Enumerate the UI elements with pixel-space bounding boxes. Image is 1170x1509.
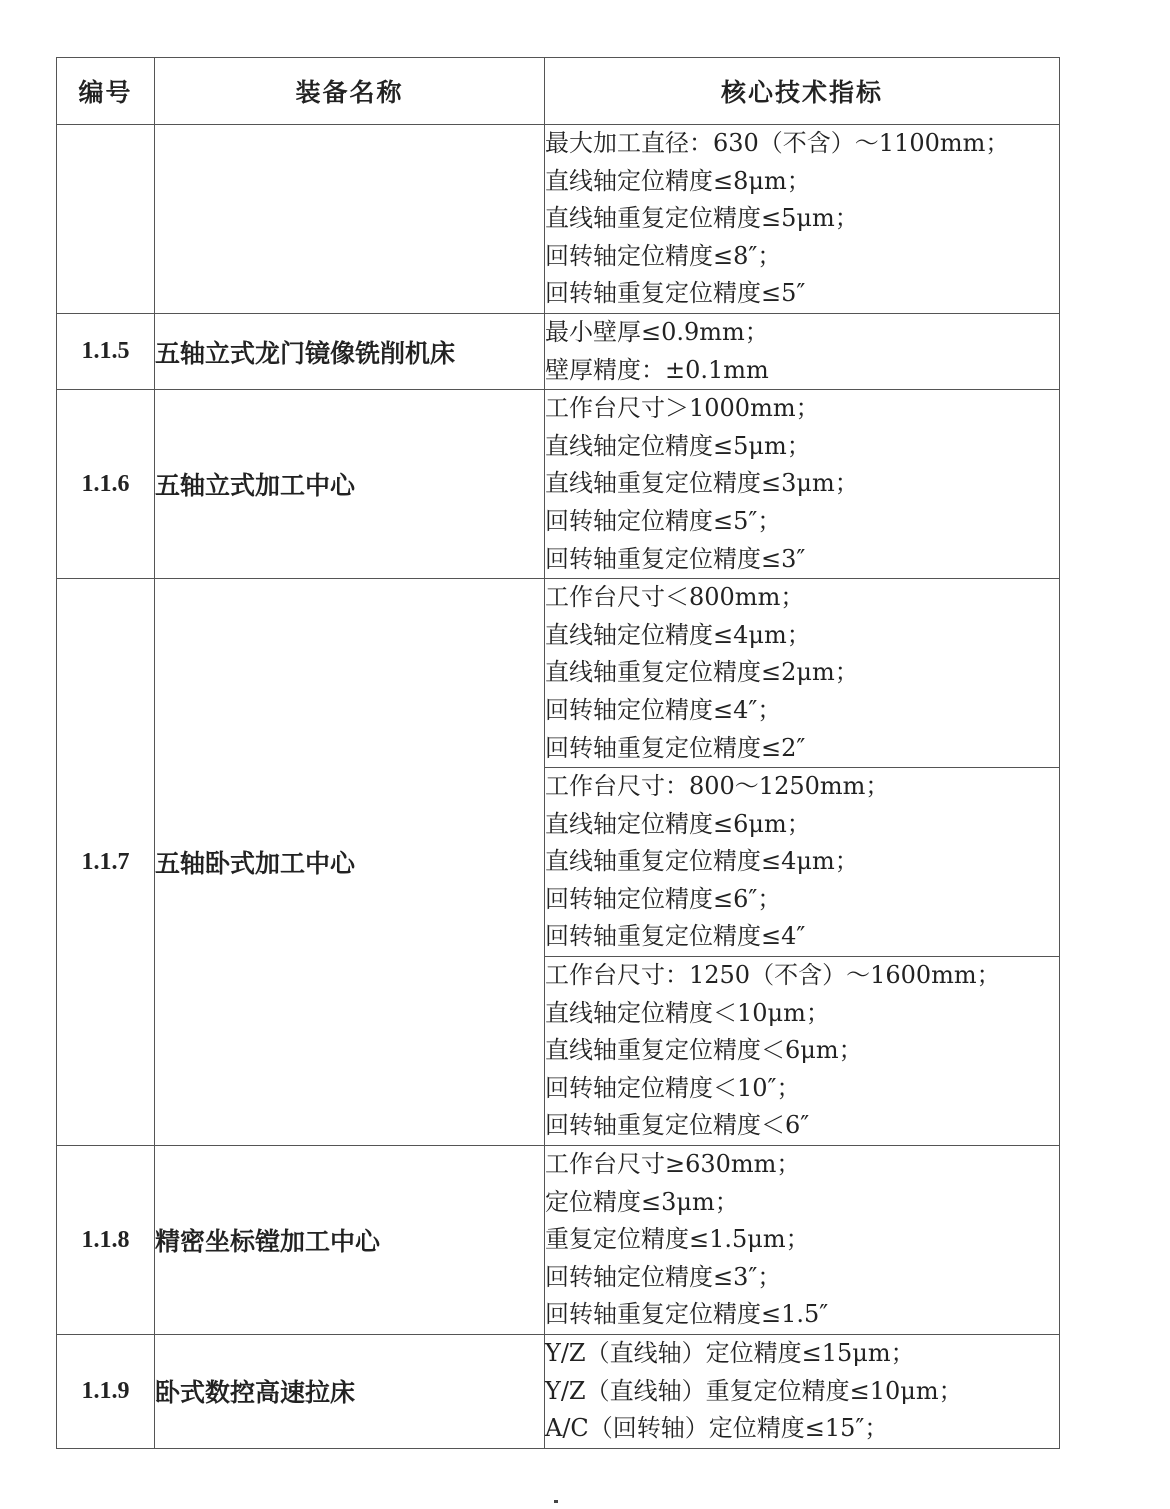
equipment-name (155, 125, 545, 314)
spec-line: 回转轴重复定位精度≤3″ (545, 544, 806, 573)
equipment-name: 五轴立式加工中心 (155, 390, 545, 579)
spec-line: 工作台尺寸≥630mm； (545, 1150, 801, 1179)
spec-line: 回转轴重复定位精度≤1.5″ (545, 1300, 829, 1329)
header-number: 编号 (57, 58, 155, 125)
page-mark (554, 1500, 558, 1503)
equipment-number: 1.1.5 (57, 313, 155, 389)
table-row (57, 125, 1060, 314)
equipment-number: 1.1.7 (57, 579, 155, 1146)
spec-line: 回转轴定位精度＜10″； (545, 1073, 801, 1102)
spec-line: 回转轴定位精度≤6″； (545, 884, 782, 913)
spec-line: 回转轴重复定位精度≤5″ (545, 279, 806, 308)
spec-line: 工作台尺寸：1250（不含）～1600mm； (545, 961, 1001, 990)
spec-cell (545, 957, 1060, 1146)
spec-cell (545, 390, 1060, 579)
spec-line: 直线轴定位精度＜10μm； (545, 998, 830, 1027)
spec-line: 重复定位精度≤1.5μm； (545, 1225, 810, 1254)
equipment-name: 精密坐标镗加工中心 (155, 1146, 545, 1335)
equipment-spec-table (56, 57, 1060, 1449)
spec-cell (545, 125, 1060, 314)
spec-line: 回转轴定位精度≤5″； (545, 506, 782, 535)
spec-line: 工作台尺寸＜800mm； (545, 583, 805, 612)
spec-line: 直线轴定位精度≤6μm； (545, 809, 811, 838)
spec-line: 直线轴重复定位精度≤5μm； (545, 204, 859, 233)
spec-cell (545, 579, 1060, 768)
spec-line: 最大加工直径：630（不含）～1100mm； (545, 129, 1010, 157)
table-body (57, 125, 1060, 1449)
table-row (57, 1335, 1060, 1449)
equipment-number: 1.1.6 (57, 390, 155, 579)
spec-line: Y/Z（直线轴）定位精度≤15μm； (545, 1339, 915, 1367)
equipment-number (57, 125, 155, 314)
spec-line: 回转轴重复定位精度≤4″ (545, 922, 806, 951)
spec-line: 最小壁厚≤0.9mm； (545, 317, 769, 346)
header-name: 装备名称 (155, 58, 545, 125)
spec-line: Y/Z（直线轴）重复定位精度≤10μm； (545, 1376, 963, 1405)
spec-line: 回转轴定位精度≤8″； (545, 241, 782, 270)
table-row (57, 313, 1060, 389)
spec-line: 工作台尺寸＞1000mm； (545, 394, 820, 423)
spec-line: 回转轴定位精度≤4″； (545, 695, 782, 724)
spec-line: 壁厚精度：±0.1mm (545, 355, 769, 384)
header-spec: 核心技术指标 (545, 58, 1060, 125)
spec-line: 直线轴重复定位精度＜6μm； (545, 1036, 863, 1065)
table-row (57, 1146, 1060, 1335)
spec-cell (545, 768, 1060, 957)
spec-line: 直线轴重复定位精度≤3μm； (545, 469, 859, 498)
spec-line: 定位精度≤3μm； (545, 1187, 739, 1216)
spec-line: A/C（回转轴）定位精度≤15″； (545, 1414, 889, 1443)
spec-line: 回转轴重复定位精度＜6″ (545, 1111, 810, 1140)
equipment-name: 卧式数控高速拉床 (155, 1335, 545, 1449)
spec-line: 回转轴定位精度≤3″； (545, 1262, 782, 1291)
spec-cell (545, 1335, 1060, 1449)
equipment-name: 五轴卧式加工中心 (155, 579, 545, 1146)
spec-cell (545, 313, 1060, 389)
equipment-name: 五轴立式龙门镜像铣削机床 (155, 313, 545, 389)
table-row (57, 390, 1060, 579)
spec-line: 直线轴重复定位精度≤2μm； (545, 658, 859, 687)
spec-cell (545, 1146, 1060, 1335)
spec-line: 直线轴重复定位精度≤4μm； (545, 847, 859, 876)
spec-line: 直线轴定位精度≤4μm； (545, 620, 811, 649)
spec-line: 回转轴重复定位精度≤2″ (545, 733, 806, 762)
equipment-number: 1.1.8 (57, 1146, 155, 1335)
equipment-number: 1.1.9 (57, 1335, 155, 1449)
spec-line: 工作台尺寸：800～1250mm； (545, 772, 890, 801)
header-row (57, 58, 1060, 125)
table-row (57, 579, 1060, 768)
spec-line: 直线轴定位精度≤8μm； (545, 166, 811, 195)
spec-line: 直线轴定位精度≤5μm； (545, 431, 811, 460)
